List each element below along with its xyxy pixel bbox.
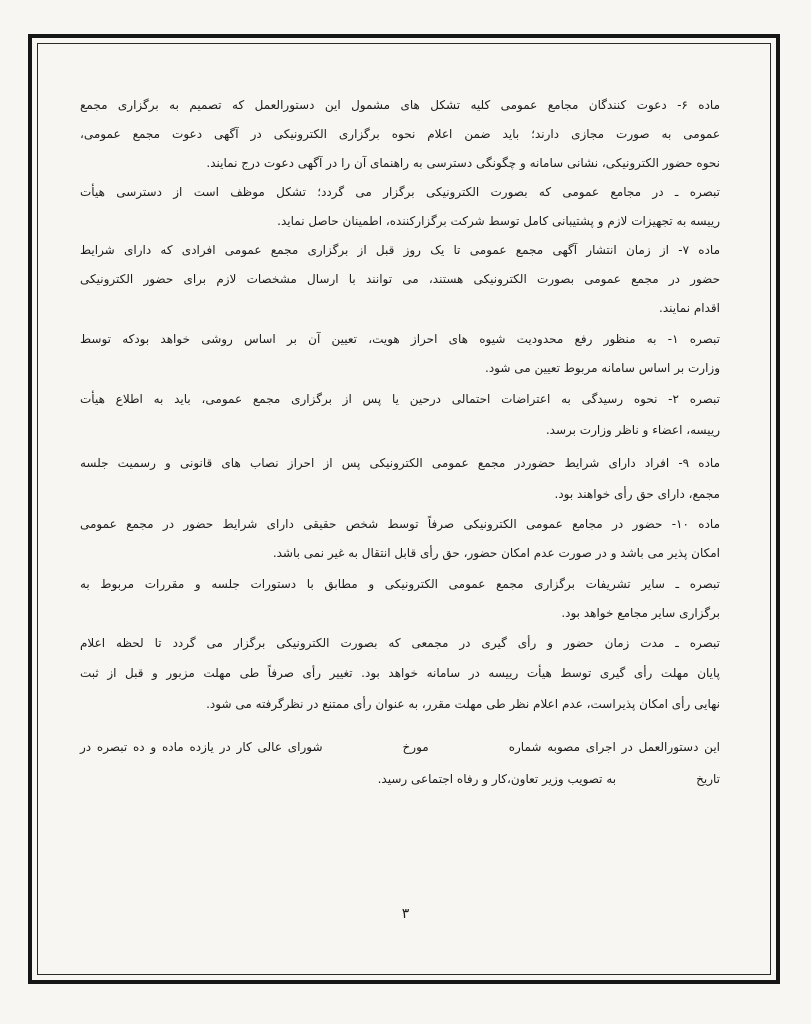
note-1-line-2: وزارت بر اساس سامانه مربوط تعیین می شود.	[485, 361, 720, 375]
approval-line-1	[80, 740, 720, 755]
article-6-line-3: نحوه حضور الکترونیکی، نشانی سامانه و چگونگی دسترسی به راهنمای آن را در آگهی دعوت درج نمایند.	[206, 156, 720, 170]
article-6-line-1: ماده ۶- دعوت کنندگان مجامع عمومی کلیه تشکل های مشمول این دستورالعمل که تصمیم به برگزاری مجمع	[80, 98, 721, 112]
approval-text-on-date: تاریخ	[696, 772, 720, 786]
note-article-6-line-2: رییسه به تجهیزات لازم و پشتیبانی کامل توسط شرکت برگزارکننده، اطمینان حاصل نماید.	[277, 214, 720, 228]
note-2-line-2: رییسه، اعضاء و ناظر وزارت برسد.	[545, 423, 720, 437]
page-number: ۳	[401, 906, 410, 922]
note-1-line-1: تبصره ۱- به منظور رفع محدودیت شیوه های احراز هویت، تعیین آن بر اساس روشی خواهد بودکه توسط	[80, 332, 720, 346]
note-article-6-line-1: تبصره ـ در مجامع عمومی که بصورت الکترونیکی برگزار می گردد؛ تشکل موظف است از دسترسی هیأت	[80, 185, 720, 199]
article-6-line-2: عمومی به صورت مجازی دارند؛ باید ضمن اعلام نحوه برگزاری الکترونیکی در آگهی دعوت مجمع عمومی،	[80, 127, 720, 141]
approval-text-minister: به تصویب وزیر تعاون،کار و رفاه اجتماعی رسید.	[377, 772, 617, 786]
page-border-inner	[37, 43, 771, 975]
article-7-line-2: حضور در مجمع عمومی بصورت الکترونیکی هستند، می توانند با ارسال مشخصات لازم برای حضور الکترونیکی	[80, 272, 720, 286]
article-9-line-1: ماده ۹- افراد دارای شرایط حضوردر مجمع عمومی الکترونیکی پس از احراز نصاب های قانونی و رسمیت جلسه	[80, 456, 720, 470]
article-7-line-3: اقدام نمایند.	[659, 301, 720, 315]
article-10-line-1: ماده ۱۰- حضور در مجامع عمومی الکترونیکی صرفاً توسط شخص حقیقی دارای شرایط حضور در مجمع عمومی	[80, 517, 720, 531]
approval-text-council: شورای عالی کار در یازده ماده و ده تبصره در	[80, 740, 323, 754]
note-procedures-line-2: برگزاری سایر مجامع خواهد بود.	[561, 606, 720, 620]
article-7-line-1: ماده ۷- از زمان انتشار آگهی مجمع عمومی تا یک روز قبل از برگزاری مجمع عمومی افرادی که دارای شرایط	[80, 243, 720, 257]
approval-text-date: مورخ	[402, 740, 429, 754]
article-10-line-2: امکان پذیر می باشد و در صورت عدم امکان حضور، حق رأی قابل انتقال به غیر نمی باشد.	[272, 546, 720, 560]
approval-text-resolution: این دستورالعمل در اجرای مصوبه شماره	[508, 740, 720, 754]
note-voting-line-1: تبصره ـ مدت زمان حضور و رأی گیری در مجمعی که بصورت الکترونیکی برگزار می گردد تا لحظه اعلام	[80, 636, 720, 650]
note-voting-line-2: پایان مهلت رأی گیری توسط هیأت رییسه در سامانه خواهد بود. تغییر رأی صرفاً طی مهلت مزبور و قبل از ثبت	[80, 666, 720, 680]
note-procedures-line-1: تبصره ـ سایر تشریفات برگزاری مجمع عمومی الکترونیکی و مطابق با دستورات جلسه و مقررات مربوط به	[80, 577, 720, 591]
approval-line-2	[378, 772, 720, 787]
article-9-line-2: مجمع، دارای حق رأی خواهند بود.	[554, 487, 720, 501]
note-voting-line-3: نهایی رأی امکان پذیراست، عدم اعلام نظر طی مهلت مقرر، به عنوان رأی ممتنع در نظرگرفته می شود.	[206, 697, 720, 711]
note-2-line-1: تبصره ۲- نحوه رسیدگی به اعتراضات احتمالی درحین یا پس از برگزاری مجمع عمومی، باید به اطلاع هیأت	[80, 392, 720, 406]
